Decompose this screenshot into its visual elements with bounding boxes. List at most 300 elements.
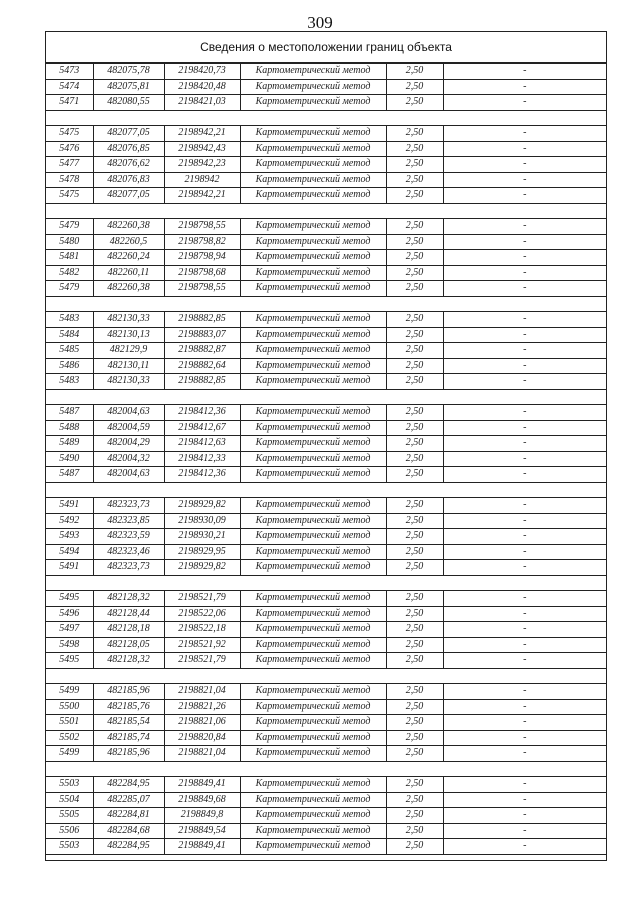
coordinates-table — [46, 63, 606, 855]
table-row — [46, 777, 606, 793]
accuracy-cell: 2,50 — [386, 777, 443, 793]
accuracy-cell: 2,50 — [386, 234, 443, 250]
y-coordinate-cell: 2198412,36 — [164, 405, 240, 421]
table-row — [46, 405, 606, 421]
accuracy-cell: 2,50 — [386, 699, 443, 715]
x-coordinate-cell: 482004,59 — [93, 420, 164, 436]
method-cell: Картометрический метод — [240, 219, 386, 235]
point-number-cell: 5479 — [46, 219, 93, 235]
point-number-cell: 5497 — [46, 622, 93, 638]
accuracy-cell: 2,50 — [386, 374, 443, 390]
table-row — [46, 498, 606, 514]
point-number-cell: 5485 — [46, 343, 93, 359]
y-coordinate-cell: 2198798,55 — [164, 281, 240, 297]
group-separator-row — [46, 203, 606, 219]
accuracy-cell: 2,50 — [386, 591, 443, 607]
method-cell: Картометрический метод — [240, 529, 386, 545]
method-cell: Картометрический метод — [240, 250, 386, 266]
point-number-cell: 5502 — [46, 730, 93, 746]
method-cell: Картометрический метод — [240, 64, 386, 80]
table-row — [46, 420, 606, 436]
x-coordinate-cell: 482284,81 — [93, 808, 164, 824]
y-coordinate-cell: 2198849,68 — [164, 792, 240, 808]
y-coordinate-cell: 2198412,33 — [164, 451, 240, 467]
point-number-cell: 5495 — [46, 653, 93, 669]
x-coordinate-cell: 482260,11 — [93, 265, 164, 281]
method-cell: Картометрический метод — [240, 157, 386, 173]
point-number-cell: 5473 — [46, 64, 93, 80]
table-row — [46, 358, 606, 374]
table-row — [46, 374, 606, 390]
point-number-cell: 5498 — [46, 637, 93, 653]
y-coordinate-cell: 2198412,67 — [164, 420, 240, 436]
accuracy-cell: 2,50 — [386, 172, 443, 188]
x-coordinate-cell: 482185,96 — [93, 684, 164, 700]
point-number-cell: 5491 — [46, 560, 93, 576]
method-cell: Картометрический метод — [240, 544, 386, 560]
description-cell: - — [443, 699, 606, 715]
method-cell: Картометрический метод — [240, 808, 386, 824]
point-number-cell: 5475 — [46, 126, 93, 142]
table-row — [46, 467, 606, 483]
description-cell: - — [443, 172, 606, 188]
description-cell: - — [443, 839, 606, 855]
point-number-cell: 5494 — [46, 544, 93, 560]
description-cell: - — [443, 808, 606, 824]
method-cell: Картометрический метод — [240, 653, 386, 669]
description-cell: - — [443, 684, 606, 700]
point-number-cell: 5499 — [46, 684, 93, 700]
y-coordinate-cell: 2198798,82 — [164, 234, 240, 250]
method-cell: Картометрический метод — [240, 188, 386, 204]
x-coordinate-cell: 482077,05 — [93, 188, 164, 204]
x-coordinate-cell: 482323,73 — [93, 560, 164, 576]
table-row — [46, 281, 606, 297]
method-cell: Картометрический метод — [240, 823, 386, 839]
group-separator-row — [46, 575, 606, 591]
point-number-cell: 5478 — [46, 172, 93, 188]
y-coordinate-cell: 2198821,06 — [164, 715, 240, 731]
x-coordinate-cell: 482285,07 — [93, 792, 164, 808]
x-coordinate-cell: 482185,54 — [93, 715, 164, 731]
x-coordinate-cell: 482076,62 — [93, 157, 164, 173]
table-row — [46, 95, 606, 111]
description-cell: - — [443, 265, 606, 281]
group-separator-cell — [46, 761, 606, 777]
description-cell: - — [443, 823, 606, 839]
point-number-cell: 5501 — [46, 715, 93, 731]
accuracy-cell: 2,50 — [386, 792, 443, 808]
point-number-cell: 5493 — [46, 529, 93, 545]
x-coordinate-cell: 482284,95 — [93, 777, 164, 793]
description-cell: - — [443, 730, 606, 746]
point-number-cell: 5481 — [46, 250, 93, 266]
point-number-cell: 5491 — [46, 498, 93, 514]
y-coordinate-cell: 2198882,85 — [164, 374, 240, 390]
point-number-cell: 5487 — [46, 467, 93, 483]
x-coordinate-cell: 482130,33 — [93, 312, 164, 328]
x-coordinate-cell: 482284,95 — [93, 839, 164, 855]
group-separator-row — [46, 761, 606, 777]
description-cell: - — [443, 529, 606, 545]
x-coordinate-cell: 482323,46 — [93, 544, 164, 560]
description-cell: - — [443, 746, 606, 762]
method-cell: Картометрический метод — [240, 467, 386, 483]
accuracy-cell: 2,50 — [386, 327, 443, 343]
method-cell: Картометрический метод — [240, 684, 386, 700]
y-coordinate-cell: 2198421,03 — [164, 95, 240, 111]
accuracy-cell: 2,50 — [386, 312, 443, 328]
accuracy-cell: 2,50 — [386, 823, 443, 839]
method-cell: Картометрический метод — [240, 777, 386, 793]
accuracy-cell: 2,50 — [386, 746, 443, 762]
accuracy-cell: 2,50 — [386, 730, 443, 746]
y-coordinate-cell: 2198883,07 — [164, 327, 240, 343]
table-row — [46, 172, 606, 188]
table-row — [46, 715, 606, 731]
description-cell: - — [443, 498, 606, 514]
table-row — [46, 653, 606, 669]
x-coordinate-cell: 482128,44 — [93, 606, 164, 622]
y-coordinate-cell: 2198882,87 — [164, 343, 240, 359]
method-cell: Картометрический метод — [240, 79, 386, 95]
x-coordinate-cell: 482323,73 — [93, 498, 164, 514]
method-cell: Картометрический метод — [240, 405, 386, 421]
method-cell: Картометрический метод — [240, 126, 386, 142]
point-number-cell: 5505 — [46, 808, 93, 824]
y-coordinate-cell: 2198849,8 — [164, 808, 240, 824]
description-cell: - — [443, 405, 606, 421]
accuracy-cell: 2,50 — [386, 715, 443, 731]
accuracy-cell: 2,50 — [386, 839, 443, 855]
table-row — [46, 436, 606, 452]
y-coordinate-cell: 2198522,18 — [164, 622, 240, 638]
table-row — [46, 637, 606, 653]
x-coordinate-cell: 482129,9 — [93, 343, 164, 359]
table-row — [46, 606, 606, 622]
point-number-cell: 5483 — [46, 312, 93, 328]
x-coordinate-cell: 482260,5 — [93, 234, 164, 250]
x-coordinate-cell: 482077,05 — [93, 126, 164, 142]
point-number-cell: 5475 — [46, 188, 93, 204]
accuracy-cell: 2,50 — [386, 467, 443, 483]
method-cell: Картометрический метод — [240, 436, 386, 452]
point-number-cell: 5504 — [46, 792, 93, 808]
method-cell: Картометрический метод — [240, 312, 386, 328]
method-cell: Картометрический метод — [240, 839, 386, 855]
method-cell: Картометрический метод — [240, 746, 386, 762]
y-coordinate-cell: 2198522,06 — [164, 606, 240, 622]
description-cell: - — [443, 64, 606, 80]
y-coordinate-cell: 2198929,95 — [164, 544, 240, 560]
y-coordinate-cell: 2198942,21 — [164, 126, 240, 142]
table-row — [46, 312, 606, 328]
description-cell: - — [443, 343, 606, 359]
point-number-cell: 5503 — [46, 839, 93, 855]
description-cell: - — [443, 188, 606, 204]
description-cell: - — [443, 606, 606, 622]
description-cell: - — [443, 637, 606, 653]
accuracy-cell: 2,50 — [386, 157, 443, 173]
point-number-cell: 5482 — [46, 265, 93, 281]
table-row — [46, 157, 606, 173]
x-coordinate-cell: 482128,32 — [93, 591, 164, 607]
point-number-cell: 5499 — [46, 746, 93, 762]
y-coordinate-cell: 2198942,21 — [164, 188, 240, 204]
accuracy-cell: 2,50 — [386, 684, 443, 700]
x-coordinate-cell: 482323,59 — [93, 529, 164, 545]
x-coordinate-cell: 482185,76 — [93, 699, 164, 715]
x-coordinate-cell: 482185,96 — [93, 746, 164, 762]
accuracy-cell: 2,50 — [386, 420, 443, 436]
point-number-cell: 5487 — [46, 405, 93, 421]
point-number-cell: 5492 — [46, 513, 93, 529]
y-coordinate-cell: 2198521,79 — [164, 653, 240, 669]
table-row — [46, 544, 606, 560]
table-row — [46, 79, 606, 95]
description-cell: - — [443, 141, 606, 157]
description-cell: - — [443, 560, 606, 576]
x-coordinate-cell: 482130,33 — [93, 374, 164, 390]
x-coordinate-cell: 482076,83 — [93, 172, 164, 188]
description-cell: - — [443, 451, 606, 467]
x-coordinate-cell: 482075,81 — [93, 79, 164, 95]
description-cell: - — [443, 544, 606, 560]
accuracy-cell: 2,50 — [386, 529, 443, 545]
y-coordinate-cell: 2198929,82 — [164, 498, 240, 514]
accuracy-cell: 2,50 — [386, 436, 443, 452]
group-separator-cell — [46, 203, 606, 219]
x-coordinate-cell: 482075,78 — [93, 64, 164, 80]
description-cell: - — [443, 792, 606, 808]
table-row — [46, 839, 606, 855]
description-cell: - — [443, 653, 606, 669]
description-cell: - — [443, 436, 606, 452]
accuracy-cell: 2,50 — [386, 64, 443, 80]
method-cell: Картометрический метод — [240, 172, 386, 188]
description-cell: - — [443, 467, 606, 483]
description-cell: - — [443, 95, 606, 111]
table-row — [46, 808, 606, 824]
description-cell: - — [443, 157, 606, 173]
method-cell: Картометрический метод — [240, 513, 386, 529]
group-separator-row — [46, 668, 606, 684]
point-number-cell: 5483 — [46, 374, 93, 390]
method-cell: Картометрический метод — [240, 327, 386, 343]
x-coordinate-cell: 482260,38 — [93, 219, 164, 235]
description-cell: - — [443, 777, 606, 793]
accuracy-cell: 2,50 — [386, 219, 443, 235]
table-row — [46, 622, 606, 638]
x-coordinate-cell: 482128,18 — [93, 622, 164, 638]
table-row — [46, 746, 606, 762]
y-coordinate-cell: 2198882,64 — [164, 358, 240, 374]
method-cell: Картометрический метод — [240, 606, 386, 622]
accuracy-cell: 2,50 — [386, 141, 443, 157]
accuracy-cell: 2,50 — [386, 513, 443, 529]
accuracy-cell: 2,50 — [386, 653, 443, 669]
table-row — [46, 250, 606, 266]
x-coordinate-cell: 482284,68 — [93, 823, 164, 839]
method-cell: Картометрический метод — [240, 699, 386, 715]
x-coordinate-cell: 482128,05 — [93, 637, 164, 653]
y-coordinate-cell: 2198849,41 — [164, 839, 240, 855]
description-cell: - — [443, 513, 606, 529]
x-coordinate-cell: 482004,63 — [93, 467, 164, 483]
x-coordinate-cell: 482004,63 — [93, 405, 164, 421]
y-coordinate-cell: 2198930,21 — [164, 529, 240, 545]
table-row — [46, 684, 606, 700]
accuracy-cell: 2,50 — [386, 188, 443, 204]
method-cell: Картометрический метод — [240, 374, 386, 390]
method-cell: Картометрический метод — [240, 591, 386, 607]
table-row — [46, 141, 606, 157]
y-coordinate-cell: 2198849,41 — [164, 777, 240, 793]
method-cell: Картометрический метод — [240, 792, 386, 808]
x-coordinate-cell: 482260,38 — [93, 281, 164, 297]
accuracy-cell: 2,50 — [386, 544, 443, 560]
accuracy-cell: 2,50 — [386, 79, 443, 95]
y-coordinate-cell: 2198821,26 — [164, 699, 240, 715]
y-coordinate-cell: 2198849,54 — [164, 823, 240, 839]
y-coordinate-cell: 2198798,94 — [164, 250, 240, 266]
description-cell: - — [443, 327, 606, 343]
description-cell: - — [443, 420, 606, 436]
description-cell: - — [443, 219, 606, 235]
y-coordinate-cell: 2198942,23 — [164, 157, 240, 173]
description-cell: - — [443, 250, 606, 266]
y-coordinate-cell: 2198420,73 — [164, 64, 240, 80]
group-separator-row — [46, 296, 606, 312]
point-number-cell: 5484 — [46, 327, 93, 343]
y-coordinate-cell: 2198521,92 — [164, 637, 240, 653]
table-row — [46, 327, 606, 343]
accuracy-cell: 2,50 — [386, 126, 443, 142]
group-separator-cell — [46, 575, 606, 591]
y-coordinate-cell: 2198521,79 — [164, 591, 240, 607]
method-cell: Картометрический метод — [240, 281, 386, 297]
description-cell: - — [443, 374, 606, 390]
x-coordinate-cell: 482004,32 — [93, 451, 164, 467]
method-cell: Картометрический метод — [240, 451, 386, 467]
accuracy-cell: 2,50 — [386, 808, 443, 824]
point-number-cell: 5486 — [46, 358, 93, 374]
y-coordinate-cell: 2198798,55 — [164, 219, 240, 235]
table-row — [46, 699, 606, 715]
point-number-cell: 5476 — [46, 141, 93, 157]
point-number-cell: 5495 — [46, 591, 93, 607]
page-number: 309 — [307, 13, 333, 32]
accuracy-cell: 2,50 — [386, 265, 443, 281]
description-cell: - — [443, 358, 606, 374]
method-cell: Картометрический метод — [240, 622, 386, 638]
accuracy-cell: 2,50 — [386, 498, 443, 514]
description-cell: - — [443, 126, 606, 142]
table-row — [46, 560, 606, 576]
method-cell: Картометрический метод — [240, 343, 386, 359]
method-cell: Картометрический метод — [240, 560, 386, 576]
group-separator-cell — [46, 482, 606, 498]
method-cell: Картометрический метод — [240, 730, 386, 746]
y-coordinate-cell: 2198821,04 — [164, 746, 240, 762]
table-row — [46, 451, 606, 467]
method-cell: Картометрический метод — [240, 358, 386, 374]
table-title: Сведения о местоположении границ объекта — [46, 32, 606, 63]
point-number-cell: 5496 — [46, 606, 93, 622]
table-row — [46, 591, 606, 607]
x-coordinate-cell: 482130,13 — [93, 327, 164, 343]
y-coordinate-cell: 2198821,04 — [164, 684, 240, 700]
group-separator-cell — [46, 668, 606, 684]
description-cell: - — [443, 312, 606, 328]
point-number-cell: 5471 — [46, 95, 93, 111]
group-separator-row — [46, 482, 606, 498]
x-coordinate-cell: 482128,32 — [93, 653, 164, 669]
x-coordinate-cell: 482185,74 — [93, 730, 164, 746]
method-cell: Картометрический метод — [240, 95, 386, 111]
description-cell: - — [443, 591, 606, 607]
point-number-cell: 5488 — [46, 420, 93, 436]
boundary-table-frame — [45, 31, 607, 861]
x-coordinate-cell: 482080,55 — [93, 95, 164, 111]
accuracy-cell: 2,50 — [386, 343, 443, 359]
group-separator-row — [46, 389, 606, 405]
table-row — [46, 513, 606, 529]
y-coordinate-cell: 2198882,85 — [164, 312, 240, 328]
point-number-cell: 5480 — [46, 234, 93, 250]
accuracy-cell: 2,50 — [386, 622, 443, 638]
accuracy-cell: 2,50 — [386, 405, 443, 421]
accuracy-cell: 2,50 — [386, 358, 443, 374]
method-cell: Картометрический метод — [240, 420, 386, 436]
table-row — [46, 265, 606, 281]
accuracy-cell: 2,50 — [386, 95, 443, 111]
group-separator-cell — [46, 110, 606, 126]
description-cell: - — [443, 79, 606, 95]
description-cell: - — [443, 622, 606, 638]
y-coordinate-cell: 2198942 — [164, 172, 240, 188]
table-row — [46, 792, 606, 808]
x-coordinate-cell: 482130,11 — [93, 358, 164, 374]
method-cell: Картометрический метод — [240, 498, 386, 514]
y-coordinate-cell: 2198798,68 — [164, 265, 240, 281]
point-number-cell: 5477 — [46, 157, 93, 173]
accuracy-cell: 2,50 — [386, 560, 443, 576]
x-coordinate-cell: 482076,85 — [93, 141, 164, 157]
description-cell: - — [443, 715, 606, 731]
y-coordinate-cell: 2198820,84 — [164, 730, 240, 746]
table-row — [46, 234, 606, 250]
table-row — [46, 529, 606, 545]
coordinates-table-body — [46, 64, 606, 855]
y-coordinate-cell: 2198412,36 — [164, 467, 240, 483]
table-row — [46, 823, 606, 839]
y-coordinate-cell: 2198942,43 — [164, 141, 240, 157]
table-row — [46, 188, 606, 204]
method-cell: Картометрический метод — [240, 234, 386, 250]
point-number-cell: 5490 — [46, 451, 93, 467]
table-row — [46, 64, 606, 80]
table-row — [46, 219, 606, 235]
point-number-cell: 5503 — [46, 777, 93, 793]
point-number-cell: 5479 — [46, 281, 93, 297]
table-row — [46, 126, 606, 142]
y-coordinate-cell: 2198930,09 — [164, 513, 240, 529]
table-row — [46, 730, 606, 746]
y-coordinate-cell: 2198412,63 — [164, 436, 240, 452]
accuracy-cell: 2,50 — [386, 637, 443, 653]
y-coordinate-cell: 2198420,48 — [164, 79, 240, 95]
